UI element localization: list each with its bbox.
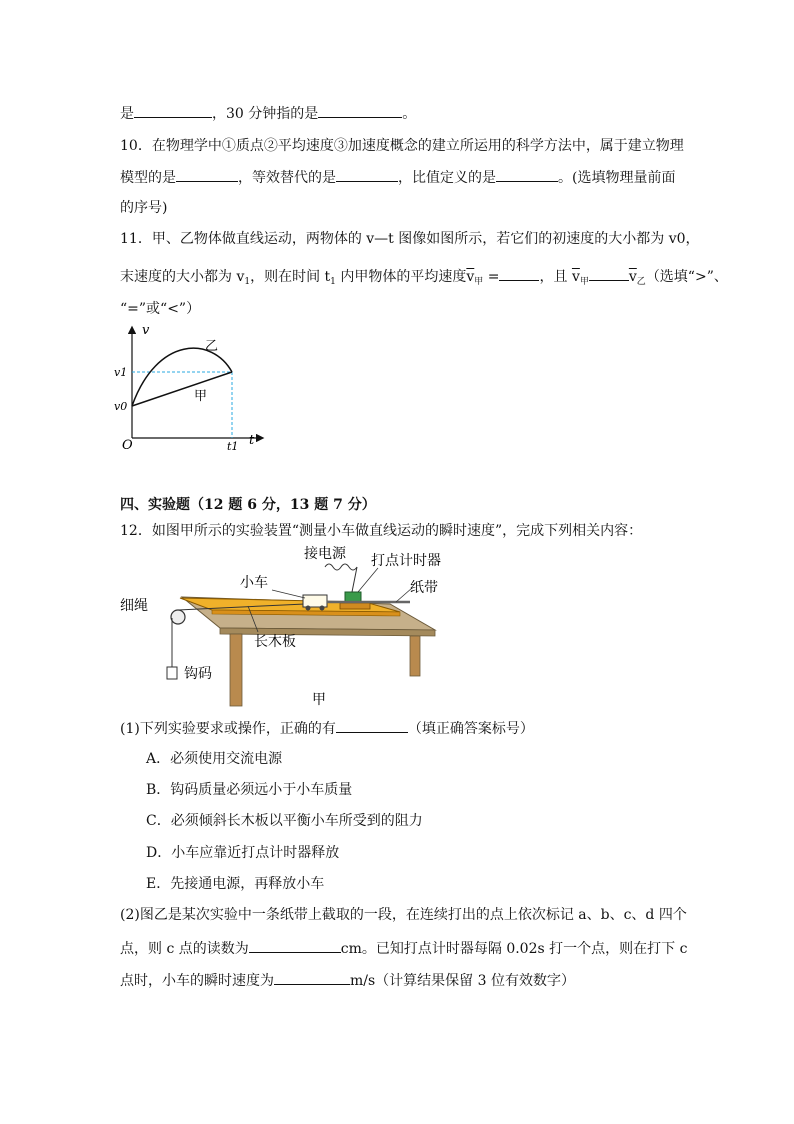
q12-part2-text-a: 点，则 c 点的读数为 [120, 941, 249, 957]
table-leg-front [230, 634, 242, 706]
graph-v1-label: v1 [114, 366, 128, 379]
q10-text-d: 。(选填物理量前面 [558, 170, 676, 186]
q11-text-a: 末速度的大小都为 v [120, 269, 245, 285]
hook-weight [167, 667, 177, 679]
label-timer: 打点计时器 [371, 553, 441, 569]
power-cord [325, 564, 357, 592]
label-cart: 小车 [240, 575, 268, 591]
v-bar-jia: $\overline{v}$ [466, 269, 475, 285]
q11-line-2 [120, 266, 728, 292]
q12-part2-text-b: cm。已知打点计时器每隔 0.02s 打一个点，则在打下 c [340, 941, 688, 957]
q12-part2-text-d: m/s（计算结果保留 3 位有效数字） [350, 973, 575, 989]
q12-part2-blank-velocity[interactable] [274, 970, 350, 985]
option-c: C．必须倾斜长木板以平衡小车所受到的阻力 [146, 813, 423, 829]
figure-caption: 甲 [312, 692, 326, 708]
q12-part2-line3 [120, 970, 575, 991]
q9-blank-1[interactable] [134, 103, 212, 118]
q12-part2-line1: (2)图乙是某次实验中一条纸带上截取的一段，在连续打出的点上依次标记 a、b、c、d 四个 [120, 907, 687, 923]
q9-blank-2[interactable] [318, 103, 402, 118]
q12-part1-blank[interactable] [336, 718, 408, 733]
graph-t1-label: t1 [227, 440, 239, 453]
q9-text-a: 是 [120, 106, 134, 122]
label-power: 接电源 [304, 546, 346, 562]
apparatus-figure [120, 542, 450, 714]
v-bar-yi: $\overline{v}$ [628, 269, 637, 285]
timer-base [340, 603, 370, 609]
q10-blank-ratio[interactable] [496, 167, 558, 182]
q12-part1 [120, 718, 534, 739]
vt-graph [112, 322, 272, 454]
q10-text-b: ，等效替代的是 [238, 170, 336, 186]
option-b: B．钩码质量必须远小于小车质量 [146, 782, 353, 798]
q10-line-2 [120, 167, 675, 188]
cart-leader [272, 590, 305, 598]
q11-line-3: “=”或“<”） [120, 301, 201, 317]
q9-line [120, 103, 416, 124]
q11-text-c: 内甲物体的平均速度 [335, 269, 467, 285]
q11-text-b: ，则在时间 t [250, 269, 331, 285]
q11-sub-1a: 1 [244, 277, 251, 287]
q9-text-b: ，30 分钟指的是 [212, 106, 319, 122]
q11-text-d: = [483, 269, 500, 285]
q10-line-1: 10．在物理学中①质点②平均速度③加速度概念的建立所运用的科学方法中，属于建立物理 [120, 138, 684, 154]
label-weight: 钩码 [184, 666, 212, 682]
q11-text-f: （选填“>”、 [645, 269, 728, 285]
table-leg-back [410, 636, 420, 676]
q11-text-e: ，且 [539, 269, 572, 285]
cart-wheel-1 [306, 606, 311, 611]
q11-sub-1b: 1 [330, 277, 336, 287]
q10-line-3: 的序号) [120, 200, 168, 216]
graph-x-label: t [249, 433, 255, 448]
graph-origin: O [122, 438, 133, 453]
q11-sub-jia: 甲 [474, 277, 484, 287]
q12-part2-line2 [120, 938, 687, 959]
graph-yi-label: 乙 [205, 339, 219, 354]
q12-part2-text-c: 点时，小车的瞬时速度为 [120, 973, 274, 989]
label-rope: 细绳 [120, 598, 148, 614]
q11-blank-compare[interactable] [589, 266, 629, 281]
option-e: E．先接通电源，再释放小车 [146, 876, 325, 892]
q9-text-c: 。 [402, 106, 417, 122]
q11-blank-avg[interactable] [499, 266, 539, 281]
q12-part1-hint: （填正确答案标号） [407, 721, 534, 737]
timer-leader [358, 568, 378, 592]
q12-part2-blank-reading[interactable] [249, 938, 341, 953]
section-heading: 四、实验题（12 题 6 分，13 题 7 分） [120, 497, 376, 513]
q10-blank-equivalent[interactable] [336, 167, 398, 182]
q11-line-1: 11．甲、乙物体做直线运动，两物体的 v—t 图像如图所示，若它们的初速度的大小都为 v0， [120, 231, 700, 247]
option-a: A．必须使用交流电源 [146, 751, 283, 767]
q12-part1-text: (1)下列实验要求或操作，正确的有 [120, 721, 336, 737]
graph-jia-label: 甲 [194, 389, 208, 404]
graph-v0-label: v0 [114, 400, 128, 413]
q11-sub-yi: 乙 [636, 277, 646, 287]
label-board: 长木板 [254, 634, 296, 650]
q10-text-c: ，比值定义的是 [398, 170, 496, 186]
q12-intro: 12．如图甲所示的实验装置“测量小车做直线运动的瞬时速度”，完成下列相关内容： [120, 523, 643, 539]
cart-wheel-2 [320, 606, 325, 611]
option-d: D．小车应靠近打点计时器释放 [146, 845, 340, 861]
q10-blank-model[interactable] [176, 167, 238, 182]
v-bar-jia-2: $\overline{v}$ [571, 269, 580, 285]
q11-sub-jia-2: 甲 [579, 277, 589, 287]
cart [303, 595, 327, 607]
label-tape: 纸带 [410, 580, 438, 596]
q10-text-a: 模型的是 [120, 170, 176, 186]
graph-y-label: v [142, 323, 150, 338]
pulley [171, 610, 185, 624]
